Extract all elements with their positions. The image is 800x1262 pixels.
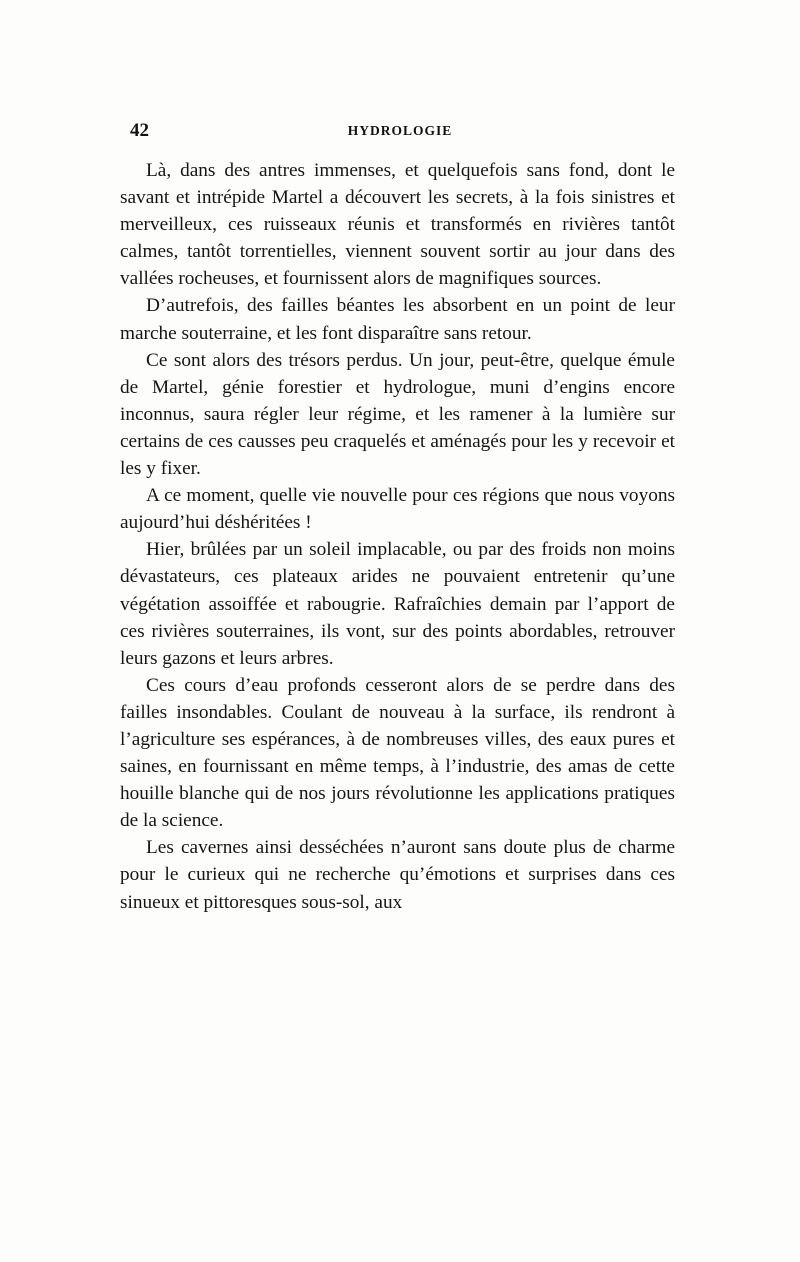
page-header (120, 120, 680, 144)
paragraph: D’autrefois, des failles béantes les absorbent en un point de leur marche souterraine, et les font disparaître sans retour. (120, 295, 675, 344)
paragraph: Les cavernes ainsi desséchées n’auront sans doute plus de charme pour le curieux qui ne recherche qu’émotions et surprises dans ces sinueux et pittoresques sous-sol, aux (120, 837, 675, 913)
paragraph: Hier, brûlées par un soleil implacable, ou par des froids non moins dévastateurs, ces plateaux arides ne pouvaient entretenir qu’une végétation assoiffée et rabougrie. Rafraîchies demain par l’apport de ces rivières souterraines, ils vont, sur des points abordables, retrouver leurs gazons et leurs arbres. (120, 539, 675, 669)
paragraph: Là, dans des antres immenses, et quelquefois sans fond, dont le savant et intrépide Martel a découvert les secrets, à la fois sinistres et merveilleux, ces ruisseaux réunis et transformés en rivières tantôt calmes, tantôt torrentielles, viennent souvent sortir au jour dans des vallées rocheuses, et fournissent alors de magnifiques sources. (120, 160, 675, 290)
paragraph: A ce moment, quelle vie nouvelle pour ces régions que nous voyons aujourd’hui déshéritées ! (120, 485, 675, 534)
page-number: 42 (130, 120, 149, 141)
body-text (120, 157, 675, 916)
paragraph: Ces cours d’eau profonds cesseront alors de se perdre dans des failles insondables. Coulant de nouveau à la surface, ils rendront à l’agriculture ses espérances, à de nombreuses villes, des eaux pures et saines, en fournissant en même temps, à l’industrie, des amas de cette houille blanche qui de nos jours révolutionne les applications pratiques de la science. (120, 674, 675, 832)
running-title: HYDROLOGIE (347, 123, 453, 138)
paragraph: Ce sont alors des trésors perdus. Un jour, peut-être, quelque émule de Martel, génie forestier et hydrologue, muni d’engins encore inconnus, saura régler leur régime, et les ramener à la lumière sur certains de ces causses peu craquelés et aménagés pour les y recevoir et les y fixer. (120, 349, 675, 480)
